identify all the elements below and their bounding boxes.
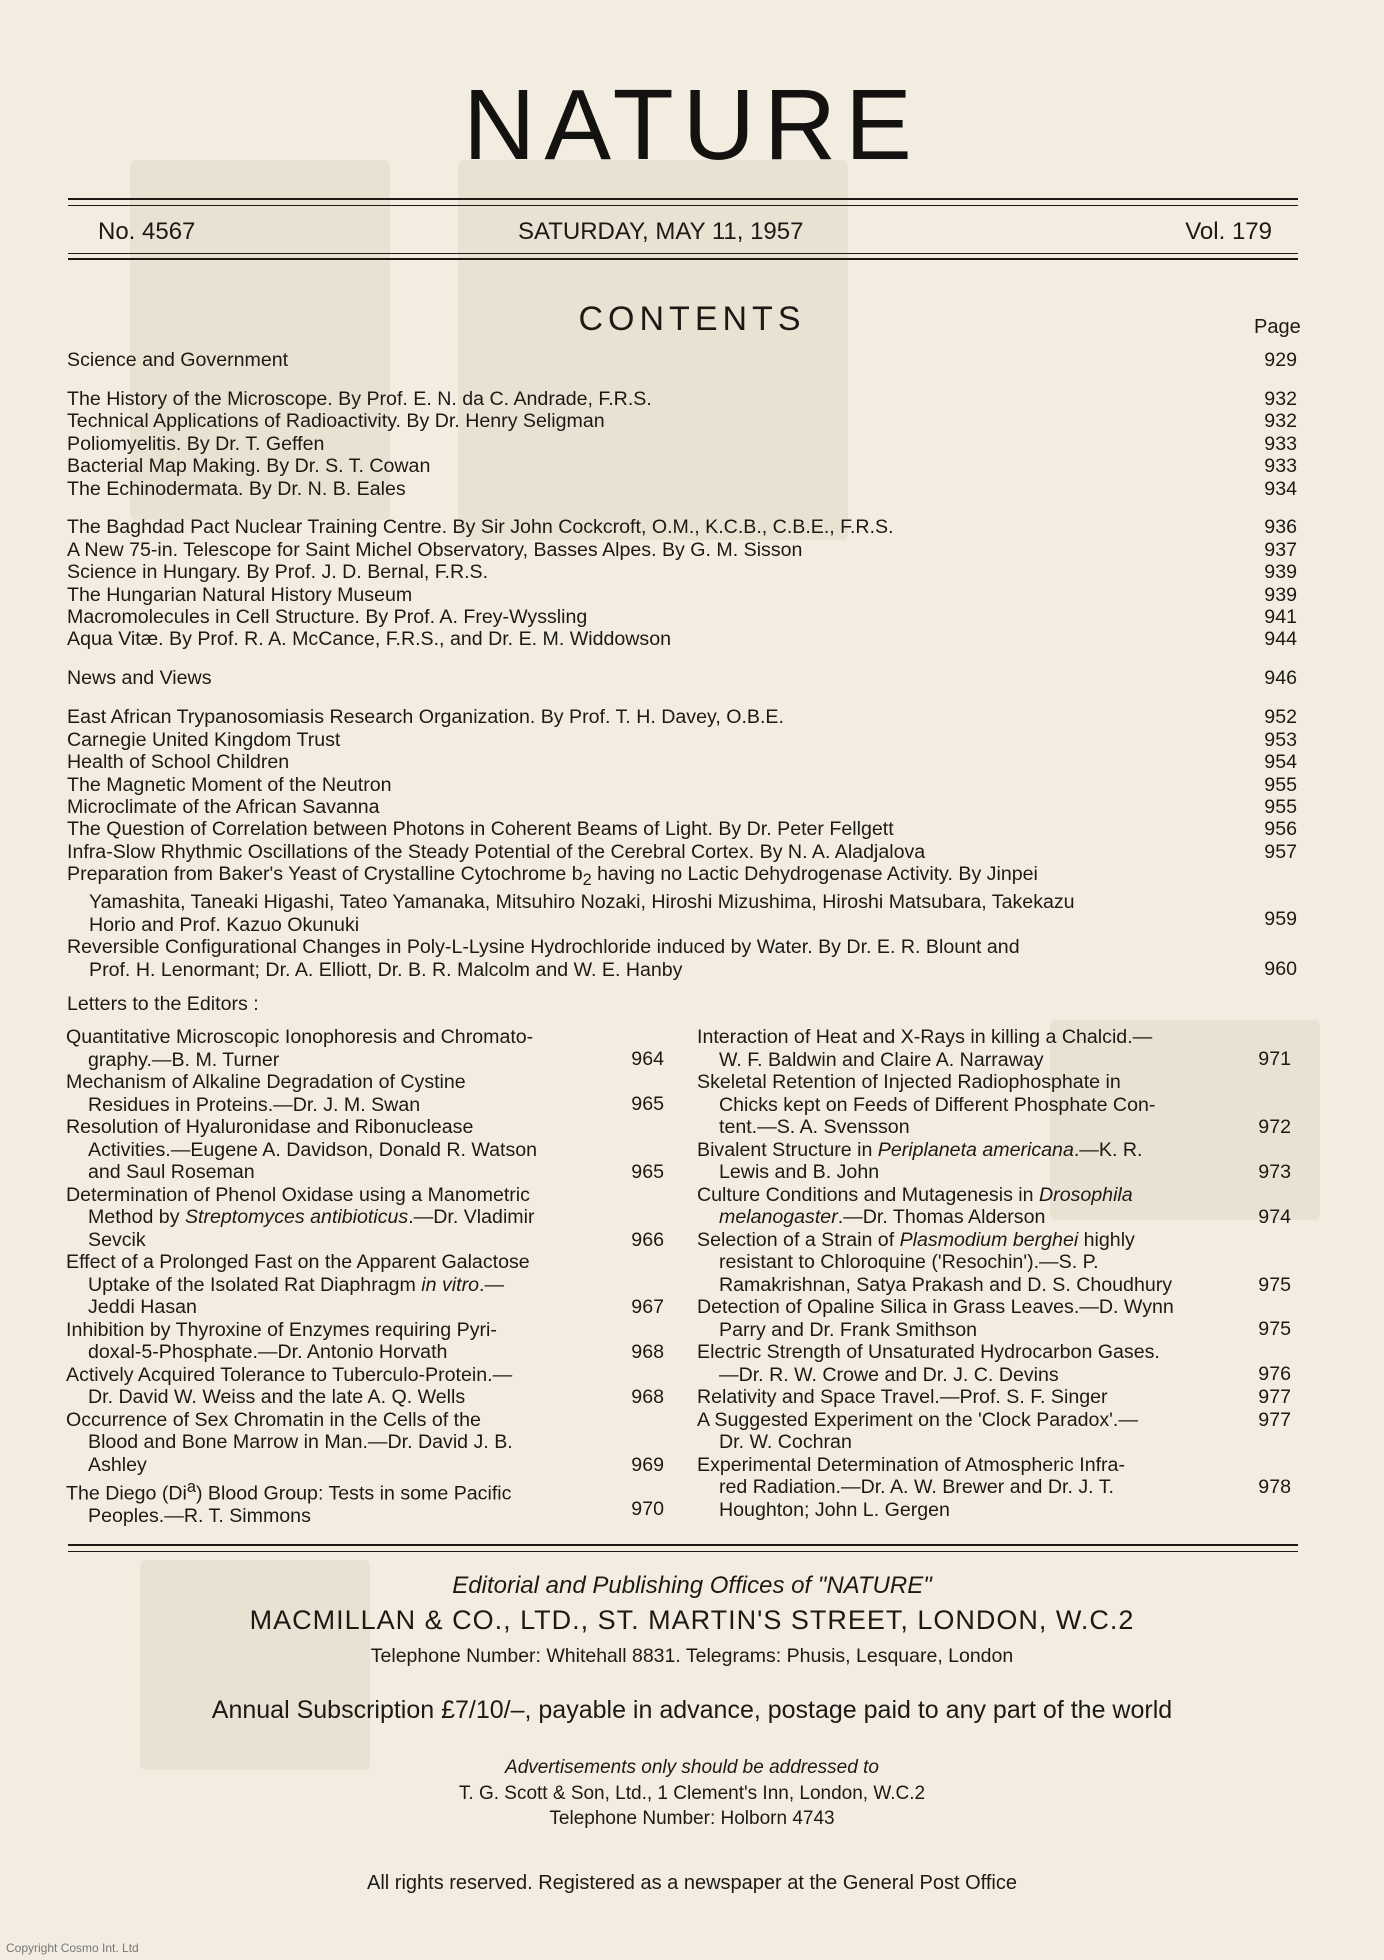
toc-entry[interactable]: The Hungarian Natural History Museum 939 xyxy=(67,583,1297,606)
toc-entry[interactable]: Microclimate of the African Savanna 955 xyxy=(67,795,1297,818)
letter-entry[interactable]: Effect of a Prolonged Fast on the Apparent Galactose Uptake of the Isolated Rat Diaphragm in vitro.— Jeddi Hasan 967 xyxy=(66,1251,664,1318)
toc-entry[interactable]: Bacterial Map Making. By Dr. S. T. Cowan 933 xyxy=(67,455,1297,478)
issue-volume: Vol. 179 xyxy=(1185,218,1272,245)
letter-entry[interactable]: Culture Conditions and Mutagenesis in Drosophila melanogaster.—Dr. Thomas Alderson 974 xyxy=(697,1183,1291,1228)
offices-heading: Editorial and Publishing Offices of "NATURE" xyxy=(452,1572,932,1599)
letter-entry[interactable]: Determination of Phenol Oxidase using a Manometric Method by Streptomyces antibioticus.—Dr. Vladimir Sevcik 966 xyxy=(66,1183,664,1251)
contents-heading: CONTENTS xyxy=(578,300,806,338)
letter-entry[interactable]: The Diego (Di$^a$) Blood Group: Tests in some Pacific Peoples.—R. T. Simmons 970 xyxy=(66,1478,664,1528)
footer-rule-thin xyxy=(68,1551,1298,1552)
toc-entry[interactable]: Reversible Configurational Changes in Poly-L-Lysine Hydrochloride induced by Water. By Dr. E. R. Blount and Prof. H. Lenormant; Dr. A. Elliott, Dr. B. R. Malcolm and W. E. Hanby 960 xyxy=(67,936,1297,981)
dateline xyxy=(98,218,1272,248)
letter-entry[interactable]: Detection of Opaline Silica in Grass Leaves.—D. Wynn Parry and Dr. Frank Smithson 975 xyxy=(697,1296,1291,1341)
letter-entry[interactable]: Skeletal Retention of Injected Radiophosphate in Chicks kept on Feeds of Different Phosphate Con- tent.—S. A. Svensson 972 xyxy=(697,1071,1291,1138)
letters-left-column xyxy=(66,1026,664,1528)
issue-date: SATURDAY, MAY 11, 1957 xyxy=(518,218,804,245)
publisher-telephone: Telephone Number: Whitehall 8831. Telegrams: Phusis, Lesquare, London xyxy=(370,1645,1014,1667)
letter-entry[interactable]: Relativity and Space Travel.—Prof. S. F. Singer 977 xyxy=(697,1386,1291,1408)
toc-entry[interactable]: Poliomyelitis. By Dr. T. Geffen 933 xyxy=(67,432,1297,455)
ads-address: T. G. Scott & Son, Ltd., 1 Clement's Inn, London, W.C.2 xyxy=(458,1783,926,1804)
dateline-rule-thin xyxy=(68,253,1298,254)
letter-entry[interactable]: A Suggested Experiment on the 'Clock Paradox'.— Dr. W. Cochran 977 xyxy=(697,1408,1291,1453)
toc-entry[interactable]: The History of the Microscope. By Prof. E. N. da C. Andrade, F.R.S. 932 xyxy=(67,387,1297,410)
ads-heading: Advertisements only should be addressed to xyxy=(505,1757,879,1778)
toc-entry[interactable]: The Magnetic Moment of the Neutron 955 xyxy=(67,773,1297,796)
copyright-watermark: Copyright Cosmo Int. Ltd xyxy=(6,1941,139,1955)
toc-entry[interactable]: Technical Applications of Radioactivity. By Dr. Henry Seligman 932 xyxy=(67,410,1297,433)
toc-entry[interactable]: East African Trypanosomiasis Research Organization. By Prof. T. H. Davey, O.B.E. 952 xyxy=(67,706,1297,729)
toc-entry[interactable]: Preparation from Baker's Yeast of Crystalline Cytochrome $b_2$ having no Lactic Dehydrogenase Activity. By Jinpei Yamashita, Taneaki Higashi, Tateo Yamanaka, Mitsuhiro Nozaki, Hiroshi Mizushima, Hiroshi Matsubara, Takekazu Horio and Prof. Kazuo Okunuki 959 xyxy=(67,863,1297,936)
letter-entry[interactable]: Resolution of Hyaluronidase and Ribonuclease Activities.—Eugene A. Davidson, Donald R. Watson and Saul Roseman 965 xyxy=(66,1116,664,1183)
letter-entry[interactable]: Quantitative Microscopic Ionophoresis and Chromato- graphy.—B. M. Turner 964 xyxy=(66,1026,664,1071)
toc-entry[interactable]: Carnegie United Kingdom Trust 953 xyxy=(67,728,1297,751)
toc-entry[interactable]: Macromolecules in Cell Structure. By Prof. A. Frey-Wyssling 941 xyxy=(67,606,1297,629)
toc-entry[interactable]: Health of School Children 954 xyxy=(67,751,1297,774)
issue-number: No. 4567 xyxy=(98,218,196,245)
letter-entry[interactable]: Inhibition by Thyroxine of Enzymes requiring Pyri- doxal-5-Phosphate.—Dr. Antonio Horvath 968 xyxy=(66,1318,664,1363)
letter-entry[interactable]: Selection of a Strain of Plasmodium berghei highly resistant to Chloroquine ('Resochin').—S. P. Ramakrishnan, Satya Prakash and D. S. Choudhury 975 xyxy=(697,1228,1291,1296)
letter-entry[interactable]: Interaction of Heat and X-Rays in killing a Chalcid.— W. F. Baldwin and Claire A. Narraway 971 xyxy=(697,1026,1291,1071)
dateline-rule xyxy=(68,258,1298,260)
toc-entry[interactable]: Aqua Vitæ. By Prof. R. A. McCance, F.R.S., and Dr. E. M. Widdowson 944 xyxy=(67,628,1297,651)
letter-entry[interactable]: Occurrence of Sex Chromatin in the Cells of the Blood and Bone Marrow in Man.—Dr. David J. B. Ashley 969 xyxy=(66,1408,664,1476)
toc-entry[interactable]: A New 75-in. Telescope for Saint Michel Observatory, Basses Alpes. By G. M. Sisson 937 xyxy=(67,538,1297,561)
toc-entry[interactable]: The Echinodermata. By Dr. N. B. Eales 934 xyxy=(67,477,1297,500)
table-of-contents xyxy=(67,349,1297,981)
toc-entry[interactable]: Infra-Slow Rhythmic Oscillations of the Steady Potential of the Cerebral Cortex. By N. A. Aladjalova 957 xyxy=(67,840,1297,863)
rights-notice: All rights reserved. Registered as a newspaper at the General Post Office xyxy=(367,1872,1017,1894)
letters-right-column xyxy=(697,1026,1291,1521)
toc-entry[interactable]: The Baghdad Pact Nuclear Training Centre. By Sir John Cockcroft, O.M., K.C.B., C.B.E., F.R.S. 936 xyxy=(67,516,1297,539)
page-column-heading: Page xyxy=(1254,316,1301,338)
top-rule xyxy=(68,198,1298,200)
publisher-address: MACMILLAN & CO., LTD., ST. MARTIN'S STREET, LONDON, W.C.2 xyxy=(249,1605,1135,1635)
letters-heading: Letters to the Editors : xyxy=(67,993,259,1015)
letter-entry[interactable]: Actively Acquired Tolerance to Tuberculo-Protein.— Dr. David W. Weiss and the late A. Q. Wells 968 xyxy=(66,1363,664,1408)
subscription-notice: Annual Subscription £7/10/–, payable in advance, postage paid to any part of the world xyxy=(211,1696,1173,1724)
letter-entry[interactable]: Mechanism of Alkaline Degradation of Cystine Residues in Proteins.—Dr. J. M. Swan 965 xyxy=(66,1071,664,1116)
toc-entry[interactable]: News and Views 946 xyxy=(67,667,1297,690)
footer-rule xyxy=(68,1544,1298,1546)
toc-entry[interactable]: Science and Government 929 xyxy=(67,349,1297,371)
letter-entry[interactable]: Experimental Determination of Atmospheric Infra- red Radiation.—Dr. A. W. Brewer and Dr. J. T. Houghton; John L. Gergen 978 xyxy=(697,1453,1291,1521)
toc-entry[interactable]: The Question of Correlation between Photons in Coherent Beams of Light. By Dr. Peter Fellgett 956 xyxy=(67,818,1297,841)
top-rule-thin xyxy=(68,205,1298,206)
letter-entry[interactable]: Electric Strength of Unsaturated Hydrocarbon Gases. —Dr. R. W. Crowe and Dr. J. C. Devins 976 xyxy=(697,1341,1291,1386)
ads-telephone: Telephone Number: Holborn 4743 xyxy=(549,1808,835,1829)
toc-entry[interactable]: Science in Hungary. By Prof. J. D. Bernal, F.R.S. 939 xyxy=(67,561,1297,584)
letter-entry[interactable]: Bivalent Structure in Periplaneta americana.—K. R. Lewis and B. John 973 xyxy=(697,1138,1291,1183)
masthead-title: NATURE xyxy=(463,69,921,181)
